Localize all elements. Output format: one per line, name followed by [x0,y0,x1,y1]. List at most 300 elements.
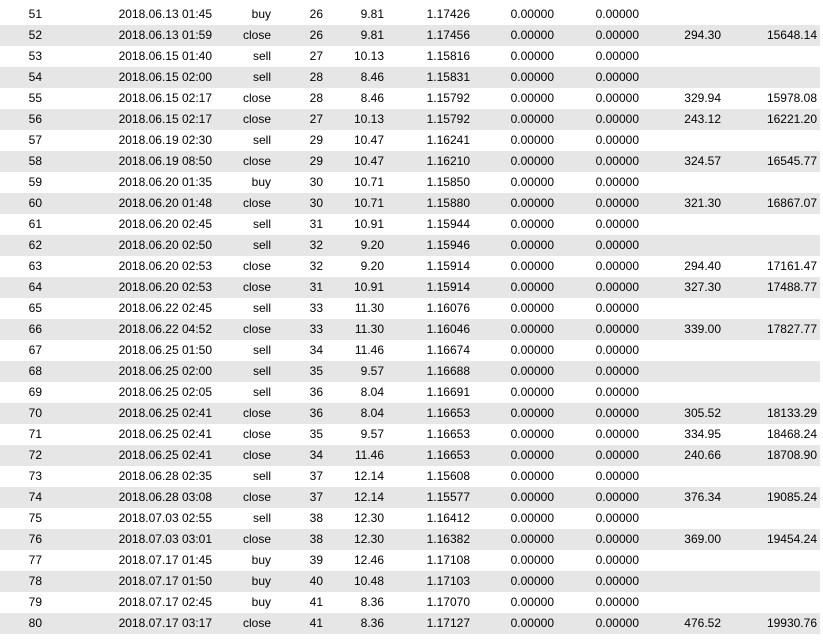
balance-cell: 16221.20 [723,109,820,130]
deal-type-cell: sell [252,469,271,483]
order-number-cell: 28 [273,67,325,88]
order-number-cell: 29 [273,151,325,172]
volume-cell: 10.13 [353,49,384,63]
stop-loss-cell: 0.00000 [472,319,556,340]
profit-cell: 327.30 [641,277,723,298]
price-cell: 1.15946 [386,235,472,256]
table-row[interactable] [0,340,820,361]
take-profit-cell: 0.00000 [595,49,639,63]
deal-time-cell: 2018.06.20 02:53 [118,259,212,273]
price-cell: 1.17127 [386,613,472,634]
balance-cell: 18468.24 [766,427,817,441]
profit-cell [641,382,723,403]
stop-loss-cell: 0.00000 [472,25,556,46]
stop-loss-cell: 0.00000 [472,571,556,592]
volume-cell: 9.20 [325,235,386,256]
profit-cell: 305.52 [641,403,723,424]
profit-cell [641,172,723,193]
deal-time-cell: 2018.07.17 01:45 [118,553,212,567]
table-row[interactable] [0,466,820,487]
price-cell: 1.15914 [386,277,472,298]
table-row[interactable] [0,151,820,172]
take-profit-cell: 0.00000 [595,175,639,189]
order-number-cell: 27 [273,109,325,130]
stop-loss-cell: 0.00000 [510,175,554,189]
deal-time-cell: 2018.06.15 02:00 [47,67,214,88]
deal-time-cell: 2018.06.22 02:45 [118,301,212,315]
price-cell: 1.17456 [386,25,472,46]
price-cell: 1.17103 [386,571,472,592]
deal-time-cell: 2018.06.19 02:30 [118,133,212,147]
profit-cell: 321.30 [641,193,723,214]
balance-cell [723,172,820,193]
deal-type-cell: sell [252,385,271,399]
table-row[interactable] [0,130,820,151]
table-row[interactable] [0,613,820,634]
deal-number-cell: 65 [28,301,42,315]
balance-cell: 18133.29 [723,403,820,424]
profit-cell: 324.57 [641,151,723,172]
deal-type-cell: sell [252,133,271,147]
table-row[interactable] [0,25,820,46]
deal-number-cell: 76 [0,529,47,550]
table-row[interactable] [0,508,820,529]
balance-cell: 19454.24 [723,529,820,550]
take-profit-cell: 0.00000 [595,217,639,231]
volume-cell: 10.47 [353,133,384,147]
volume-cell: 12.30 [325,529,386,550]
profit-cell [641,592,723,613]
price-cell: 1.16653 [426,427,470,441]
deal-number-cell: 70 [0,403,47,424]
profit-cell: 334.95 [684,427,721,441]
order-number-cell: 32 [309,259,323,273]
deal-time-cell: 2018.07.17 03:17 [47,613,214,634]
deal-number-cell: 57 [28,133,42,147]
volume-cell: 8.04 [360,385,384,399]
table-row[interactable] [0,88,820,109]
stop-loss-cell: 0.00000 [510,217,554,231]
deal-type-cell: close [214,277,273,298]
deal-number-cell: 60 [0,193,47,214]
order-number-cell: 40 [273,571,325,592]
deal-number-cell: 66 [0,319,47,340]
price-cell: 1.15850 [426,175,470,189]
table-row[interactable] [0,67,820,88]
deal-number-cell: 59 [28,175,42,189]
deal-number-cell: 52 [0,25,47,46]
deal-time-cell: 2018.06.15 02:17 [118,91,212,105]
balance-cell [723,130,820,151]
price-cell: 1.15816 [426,49,470,63]
deal-time-cell: 2018.06.20 01:35 [118,175,212,189]
deal-number-cell: 55 [28,91,42,105]
deal-type-cell: close [214,151,273,172]
deal-type-cell: close [242,91,271,105]
order-number-cell: 33 [273,319,325,340]
volume-cell: 12.46 [353,553,384,567]
volume-cell: 11.30 [325,319,386,340]
profit-cell [641,130,723,151]
balance-cell [723,508,820,529]
deal-time-cell: 2018.06.28 02:35 [118,469,212,483]
deal-time-cell: 2018.06.15 01:40 [118,49,212,63]
deal-number-cell: 56 [0,109,47,130]
volume-cell: 11.46 [325,445,386,466]
volume-cell: 10.91 [353,217,384,231]
stop-loss-cell: 0.00000 [510,259,554,273]
order-number-cell: 35 [273,361,325,382]
table-row[interactable] [0,172,820,193]
price-cell: 1.16674 [426,343,470,357]
deal-number-cell: 67 [28,343,42,357]
profit-cell [641,550,723,571]
stop-loss-cell: 0.00000 [472,235,556,256]
take-profit-cell: 0.00000 [556,319,641,340]
stop-loss-cell: 0.00000 [510,91,554,105]
stop-loss-cell: 0.00000 [510,511,554,525]
deal-type-cell: close [214,403,273,424]
deal-time-cell: 2018.06.22 04:52 [47,319,214,340]
table-row[interactable] [0,4,820,25]
stop-loss-cell: 0.00000 [510,49,554,63]
take-profit-cell: 0.00000 [556,613,641,634]
order-number-cell: 38 [309,511,323,525]
deal-time-cell: 2018.06.25 02:00 [47,361,214,382]
balance-cell [723,235,820,256]
profit-cell [641,214,723,235]
take-profit-cell: 0.00000 [556,277,641,298]
balance-cell [723,214,820,235]
order-number-cell: 35 [309,427,323,441]
profit-cell [641,46,723,67]
price-cell: 1.16210 [386,151,472,172]
deal-type-cell: buy [214,571,273,592]
volume-cell: 8.04 [325,403,386,424]
take-profit-cell: 0.00000 [595,511,639,525]
order-number-cell: 30 [273,193,325,214]
deal-number-cell: 58 [0,151,47,172]
balance-cell [723,361,820,382]
take-profit-cell: 0.00000 [595,595,639,609]
order-number-cell: 37 [273,487,325,508]
take-profit-cell: 0.00000 [556,151,641,172]
balance-cell [723,67,820,88]
volume-cell: 8.36 [360,595,384,609]
price-cell: 1.16382 [386,529,472,550]
balance-cell [723,340,820,361]
deal-number-cell: 54 [0,67,47,88]
take-profit-cell: 0.00000 [595,259,639,273]
deal-time-cell: 2018.06.20 02:53 [47,277,214,298]
deal-number-cell: 80 [0,613,47,634]
deal-number-cell: 51 [28,7,42,21]
table-row[interactable] [0,403,820,424]
volume-cell: 10.71 [353,175,384,189]
price-cell: 1.17108 [426,553,470,567]
deal-number-cell: 68 [0,361,47,382]
profit-cell: 240.66 [641,445,723,466]
table-row[interactable] [0,424,820,445]
deal-number-cell: 53 [28,49,42,63]
order-number-cell: 26 [309,7,323,21]
take-profit-cell: 0.00000 [595,343,639,357]
order-number-cell: 27 [309,49,323,63]
price-cell: 1.16691 [426,385,470,399]
price-cell: 1.15944 [426,217,470,231]
deal-type-cell: close [214,319,273,340]
take-profit-cell: 0.00000 [595,133,639,147]
deal-time-cell: 2018.06.20 01:48 [47,193,214,214]
profit-cell [641,67,723,88]
deal-time-cell: 2018.06.25 01:50 [118,343,212,357]
stop-loss-cell: 0.00000 [472,193,556,214]
deal-time-cell: 2018.06.19 08:50 [47,151,214,172]
take-profit-cell: 0.00000 [595,7,639,21]
deal-number-cell: 79 [28,595,42,609]
take-profit-cell: 0.00000 [556,235,641,256]
table-row[interactable] [0,109,820,130]
order-number-cell: 37 [309,469,323,483]
deal-time-cell: 2018.07.03 02:55 [118,511,212,525]
balance-cell [723,4,820,25]
stop-loss-cell: 0.00000 [510,469,554,483]
stop-loss-cell: 0.00000 [510,301,554,315]
table-row[interactable] [0,46,820,67]
profit-cell: 476.52 [641,613,723,634]
stop-loss-cell: 0.00000 [510,343,554,357]
stop-loss-cell: 0.00000 [472,67,556,88]
table-row[interactable] [0,193,820,214]
table-row[interactable] [0,319,820,340]
stop-loss-cell: 0.00000 [472,613,556,634]
price-cell: 1.16412 [426,511,470,525]
price-cell: 1.16653 [386,403,472,424]
profit-cell: 294.30 [641,25,723,46]
order-number-cell: 34 [309,343,323,357]
deal-type-cell: close [214,445,273,466]
volume-cell: 9.57 [325,361,386,382]
deal-time-cell: 2018.06.28 03:08 [47,487,214,508]
deal-number-cell: 64 [0,277,47,298]
deal-type-cell: close [214,613,273,634]
balance-cell: 16545.77 [723,151,820,172]
deal-number-cell: 75 [28,511,42,525]
balance-cell: 17827.77 [723,319,820,340]
stop-loss-cell: 0.00000 [472,151,556,172]
take-profit-cell: 0.00000 [556,487,641,508]
table-row[interactable] [0,277,820,298]
balance-cell: 17488.77 [723,277,820,298]
table-row[interactable] [0,445,820,466]
profit-cell [641,571,723,592]
balance-cell: 15648.14 [723,25,820,46]
stop-loss-cell: 0.00000 [510,385,554,399]
take-profit-cell: 0.00000 [556,193,641,214]
price-cell: 1.17070 [426,595,470,609]
take-profit-cell: 0.00000 [556,25,641,46]
profit-cell [641,298,723,319]
volume-cell: 9.57 [360,427,384,441]
table-row[interactable] [0,550,820,571]
volume-cell: 9.81 [360,7,384,21]
balance-cell: 19085.24 [723,487,820,508]
stop-loss-cell: 0.00000 [472,529,556,550]
volume-cell: 12.14 [353,469,384,483]
order-number-cell: 41 [309,595,323,609]
deal-type-cell: close [214,529,273,550]
deal-time-cell: 2018.06.20 02:45 [118,217,212,231]
price-cell: 1.16076 [426,301,470,315]
profit-cell: 329.94 [684,91,721,105]
volume-cell: 9.81 [325,25,386,46]
deal-type-cell: sell [214,235,273,256]
profit-cell [641,4,723,25]
price-cell: 1.15792 [386,109,472,130]
deal-type-cell: close [242,259,271,273]
trade-history-table [0,4,820,634]
balance-cell: 15978.08 [766,91,817,105]
stop-loss-cell: 0.00000 [472,361,556,382]
stop-loss-cell: 0.00000 [510,553,554,567]
deal-time-cell: 2018.06.25 02:41 [47,403,214,424]
stop-loss-cell: 0.00000 [472,403,556,424]
volume-cell: 11.46 [354,343,384,357]
deal-number-cell: 69 [28,385,42,399]
deal-type-cell: close [242,427,271,441]
deal-type-cell: sell [252,301,271,315]
deal-time-cell: 2018.07.03 03:01 [47,529,214,550]
deal-time-cell: 2018.07.17 01:50 [47,571,214,592]
table-row[interactable] [0,235,820,256]
order-number-cell: 33 [309,301,323,315]
volume-cell: 11.30 [354,301,384,315]
price-cell: 1.15608 [426,469,470,483]
take-profit-cell: 0.00000 [595,469,639,483]
profit-cell: 294.40 [684,259,721,273]
deal-type-cell: buy [251,553,271,567]
balance-cell [723,592,820,613]
order-number-cell: 30 [309,175,323,189]
deal-type-cell: buy [251,175,271,189]
balance-cell: 18708.90 [723,445,820,466]
table-row[interactable] [0,382,820,403]
price-cell: 1.16046 [386,319,472,340]
balance-cell [723,571,820,592]
price-cell: 1.16653 [386,445,472,466]
volume-cell: 10.47 [325,151,386,172]
take-profit-cell: 0.00000 [556,571,641,592]
order-number-cell: 31 [309,217,323,231]
volume-cell: 12.14 [325,487,386,508]
take-profit-cell: 0.00000 [595,385,639,399]
deal-number-cell: 71 [28,427,42,441]
deal-number-cell: 63 [28,259,42,273]
stop-loss-cell: 0.00000 [510,595,554,609]
deal-type-cell: sell [252,49,271,63]
profit-cell [641,361,723,382]
deal-time-cell: 2018.06.13 01:45 [118,7,212,21]
profit-cell: 369.00 [641,529,723,550]
order-number-cell: 36 [309,385,323,399]
volume-cell: 10.71 [325,193,386,214]
stop-loss-cell: 0.00000 [510,427,554,441]
balance-cell: 17161.47 [766,259,817,273]
price-cell: 1.16241 [426,133,470,147]
order-number-cell: 26 [273,25,325,46]
order-number-cell: 41 [273,613,325,634]
balance-cell [723,382,820,403]
balance-cell [723,46,820,67]
take-profit-cell: 0.00000 [556,109,641,130]
price-cell: 1.15577 [386,487,472,508]
price-cell: 1.15792 [426,91,470,105]
volume-cell: 10.91 [325,277,386,298]
volume-cell: 8.46 [360,91,384,105]
table-row[interactable] [0,487,820,508]
profit-cell: 243.12 [641,109,723,130]
order-number-cell: 31 [273,277,325,298]
take-profit-cell: 0.00000 [595,427,639,441]
table-row[interactable] [0,256,820,277]
deal-time-cell: 2018.06.15 02:17 [47,109,214,130]
deal-number-cell: 74 [0,487,47,508]
price-cell: 1.16688 [386,361,472,382]
table-row[interactable] [0,529,820,550]
deal-type-cell: close [214,109,273,130]
volume-cell: 10.48 [325,571,386,592]
deal-number-cell: 72 [0,445,47,466]
deal-number-cell: 77 [28,553,42,567]
take-profit-cell: 0.00000 [556,529,641,550]
deal-number-cell: 73 [28,469,42,483]
deal-type-cell: sell [252,343,271,357]
deal-type-cell: close [214,25,273,46]
deal-time-cell: 2018.06.13 01:59 [47,25,214,46]
deal-type-cell: sell [252,511,271,525]
volume-cell: 8.36 [325,613,386,634]
order-number-cell: 29 [309,133,323,147]
volume-cell: 9.20 [360,259,384,273]
stop-loss-cell: 0.00000 [472,109,556,130]
deal-time-cell: 2018.07.17 02:45 [118,595,212,609]
take-profit-cell: 0.00000 [595,91,639,105]
take-profit-cell: 0.00000 [556,361,641,382]
table-row[interactable] [0,361,820,382]
price-cell: 1.17426 [426,7,470,21]
balance-cell: 19930.76 [723,613,820,634]
profit-cell [641,340,723,361]
take-profit-cell: 0.00000 [556,67,641,88]
stop-loss-cell: 0.00000 [472,487,556,508]
order-number-cell: 38 [273,529,325,550]
deal-time-cell: 2018.06.25 02:41 [118,427,212,441]
table-row[interactable] [0,592,820,613]
order-number-cell: 36 [273,403,325,424]
table-row[interactable] [0,571,820,592]
profit-cell [641,466,723,487]
table-row[interactable] [0,298,820,319]
price-cell: 1.15880 [386,193,472,214]
stop-loss-cell: 0.00000 [472,445,556,466]
order-number-cell: 28 [309,91,323,105]
stop-loss-cell: 0.00000 [510,7,554,21]
volume-cell: 12.30 [353,511,384,525]
table-row[interactable] [0,214,820,235]
take-profit-cell: 0.00000 [595,553,639,567]
deal-time-cell: 2018.06.20 02:50 [47,235,214,256]
deal-number-cell: 61 [28,217,42,231]
